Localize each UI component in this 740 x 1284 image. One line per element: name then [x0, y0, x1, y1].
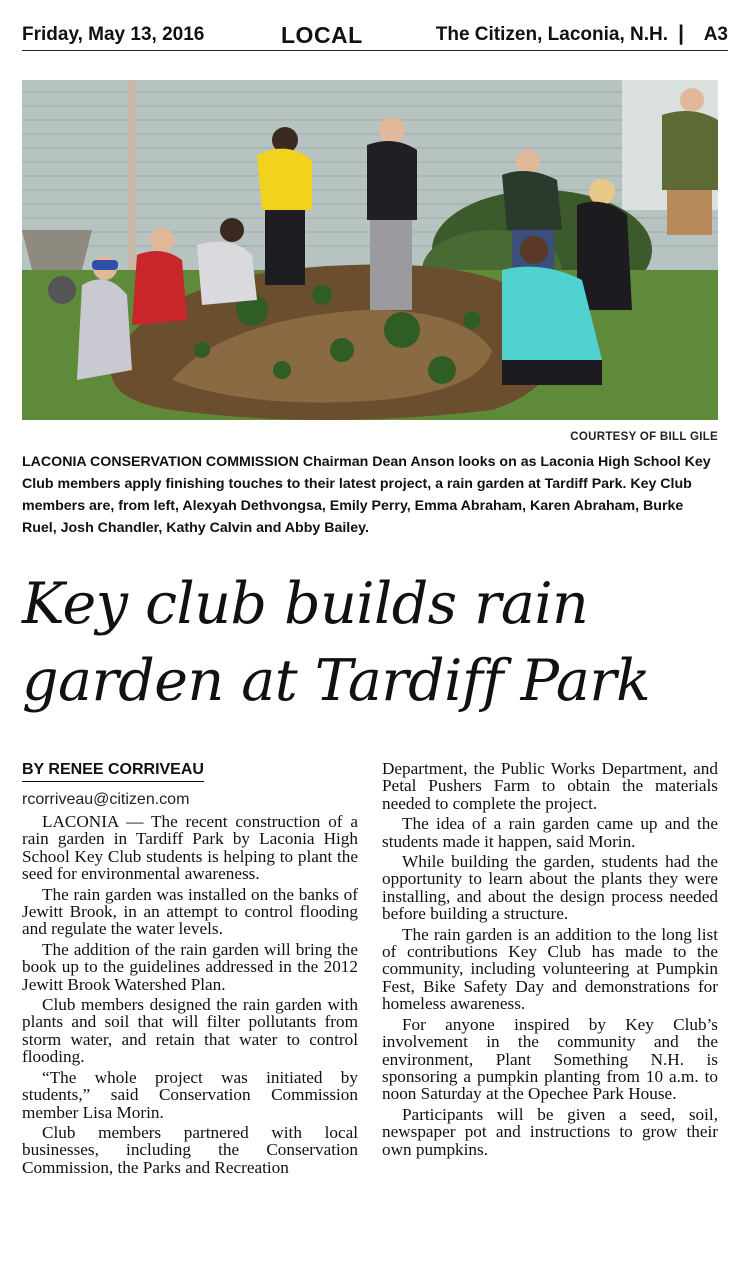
article-column-1 [22, 760, 358, 1179]
paragraph: Club members designed the rain garden with plants and soil that will filter pollutants from storm water, and retain that water to control flooding. [22, 995, 358, 1067]
masthead-separator: | [678, 22, 684, 45]
photo-caption: LACONIA CONSERVATION COMMISSION Chairman Dean Anson looks on as Laconia High School Key Club members apply finishing touches to their latest project, a rain garden at Tardiff Park. Key Club members are, from left, Alexyah Dethvongsa, Emily Perry, Emma Abraham, Karen Abraham, Burke Ruel, Josh Chandler, Kathy Calvin and Abby Bailey. [22, 454, 711, 536]
paragraph: While building the garden, students had the opportunity to learn about the plants they were installing, and about the design process needed before building a structure. [382, 852, 718, 924]
paragraph: The idea of a rain garden came up and the students made it happen, said Morin. [382, 814, 718, 851]
masthead [22, 20, 728, 51]
paragraph: The rain garden is an addition to the long list of contributions Key Club has made to the community, including volunteering at Pumpkin Fest, Bike Safety Day and demonstrations for homeless awareness. [382, 924, 718, 1014]
byline: BY RENEE CORRIVEAU [22, 760, 204, 782]
author-email: rcorriveau@citizen.com [22, 791, 190, 808]
paragraph: LACONIA — The recent construction of a rain garden in Tardiff Park by Laconia High School Key Club students is helping to plant the seed for environmental awareness. [22, 812, 358, 884]
issue-date: Friday, May 13, 2016 [22, 24, 205, 45]
section-name: LOCAL [281, 22, 363, 48]
paragraph: “The whole project was initiated by students,” said Conservation Commission member Lisa Morin. [22, 1067, 358, 1122]
paragraph-continued: Department, the Public Works Department, and Petal Pushers Farm to obtain the materials needed to complete the project. [382, 759, 718, 813]
paragraph: The rain garden was installed on the banks of Jewitt Brook, in an attempt to control flooding and regulate the water levels. [22, 884, 358, 939]
paragraph: Participants will be given a seed, soil, newspaper pot and instructions to grow their own pumpkins. [382, 1104, 718, 1159]
paragraph: For anyone inspired by Key Club’s involvement in the community and the environment, Plant Something N.H. is sponsoring a pumpkin planting from 10 a.m. to noon Saturday at the Opechee Park House. [382, 1014, 718, 1104]
paragraph: The addition of the rain garden will bring the book up to the guidelines addressed in the 2012 Jewitt Brook Watershed Plan. [22, 939, 358, 994]
photo-credit: COURTESY OF BILL GILE [570, 431, 718, 443]
article-column-2 [382, 760, 718, 1161]
news-photo [22, 80, 718, 420]
paper-name: The Citizen, Laconia, N.H. [435, 24, 668, 45]
paragraph: Club members partnered with local businesses, including the Conservation Commission, the Parks and Recreation [22, 1122, 358, 1177]
headline: Key club builds rain garden at Tardiff Park [22, 571, 651, 714]
page-number: A3 [703, 24, 728, 45]
